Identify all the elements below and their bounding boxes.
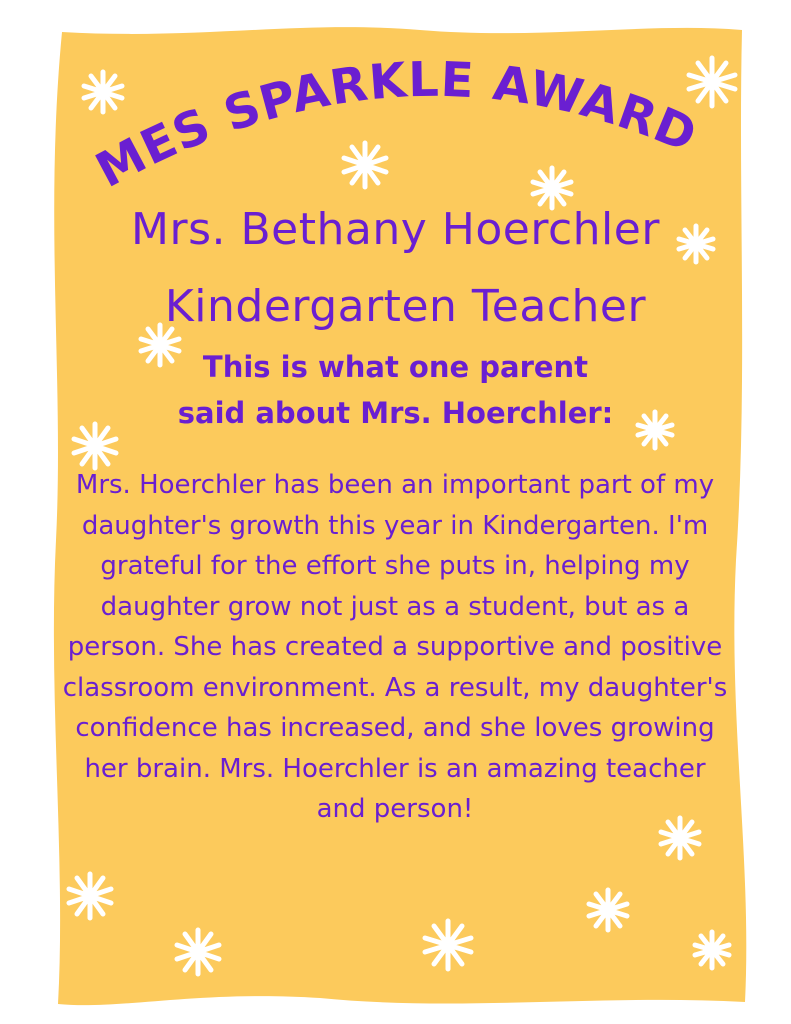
parent-quote: Mrs. Hoerchler has been an important part of my daughter's growth this year in Kindergarten. I'm grateful for the effort she puts in, helping my daughter grow not just as a student, but as a person. She has created a supportive and positive classroom environment. As a result, my daughter's confidence has increased, and she loves growing her brain. Mrs. Hoerchler is an amazing teacher and person!	[62, 470, 728, 824]
recipient-name: Mrs. Bethany Hoerchler	[131, 204, 660, 255]
quote-intro-line-1: This is what one parent	[202, 350, 589, 384]
award-title: MES SPARKLE AWARD	[87, 51, 706, 199]
quote-intro	[0, 344, 791, 436]
quote-intro-line-2: said about Mrs. Hoerchler:	[177, 396, 614, 430]
recipient-role: Kindergarten Teacher	[164, 281, 647, 332]
